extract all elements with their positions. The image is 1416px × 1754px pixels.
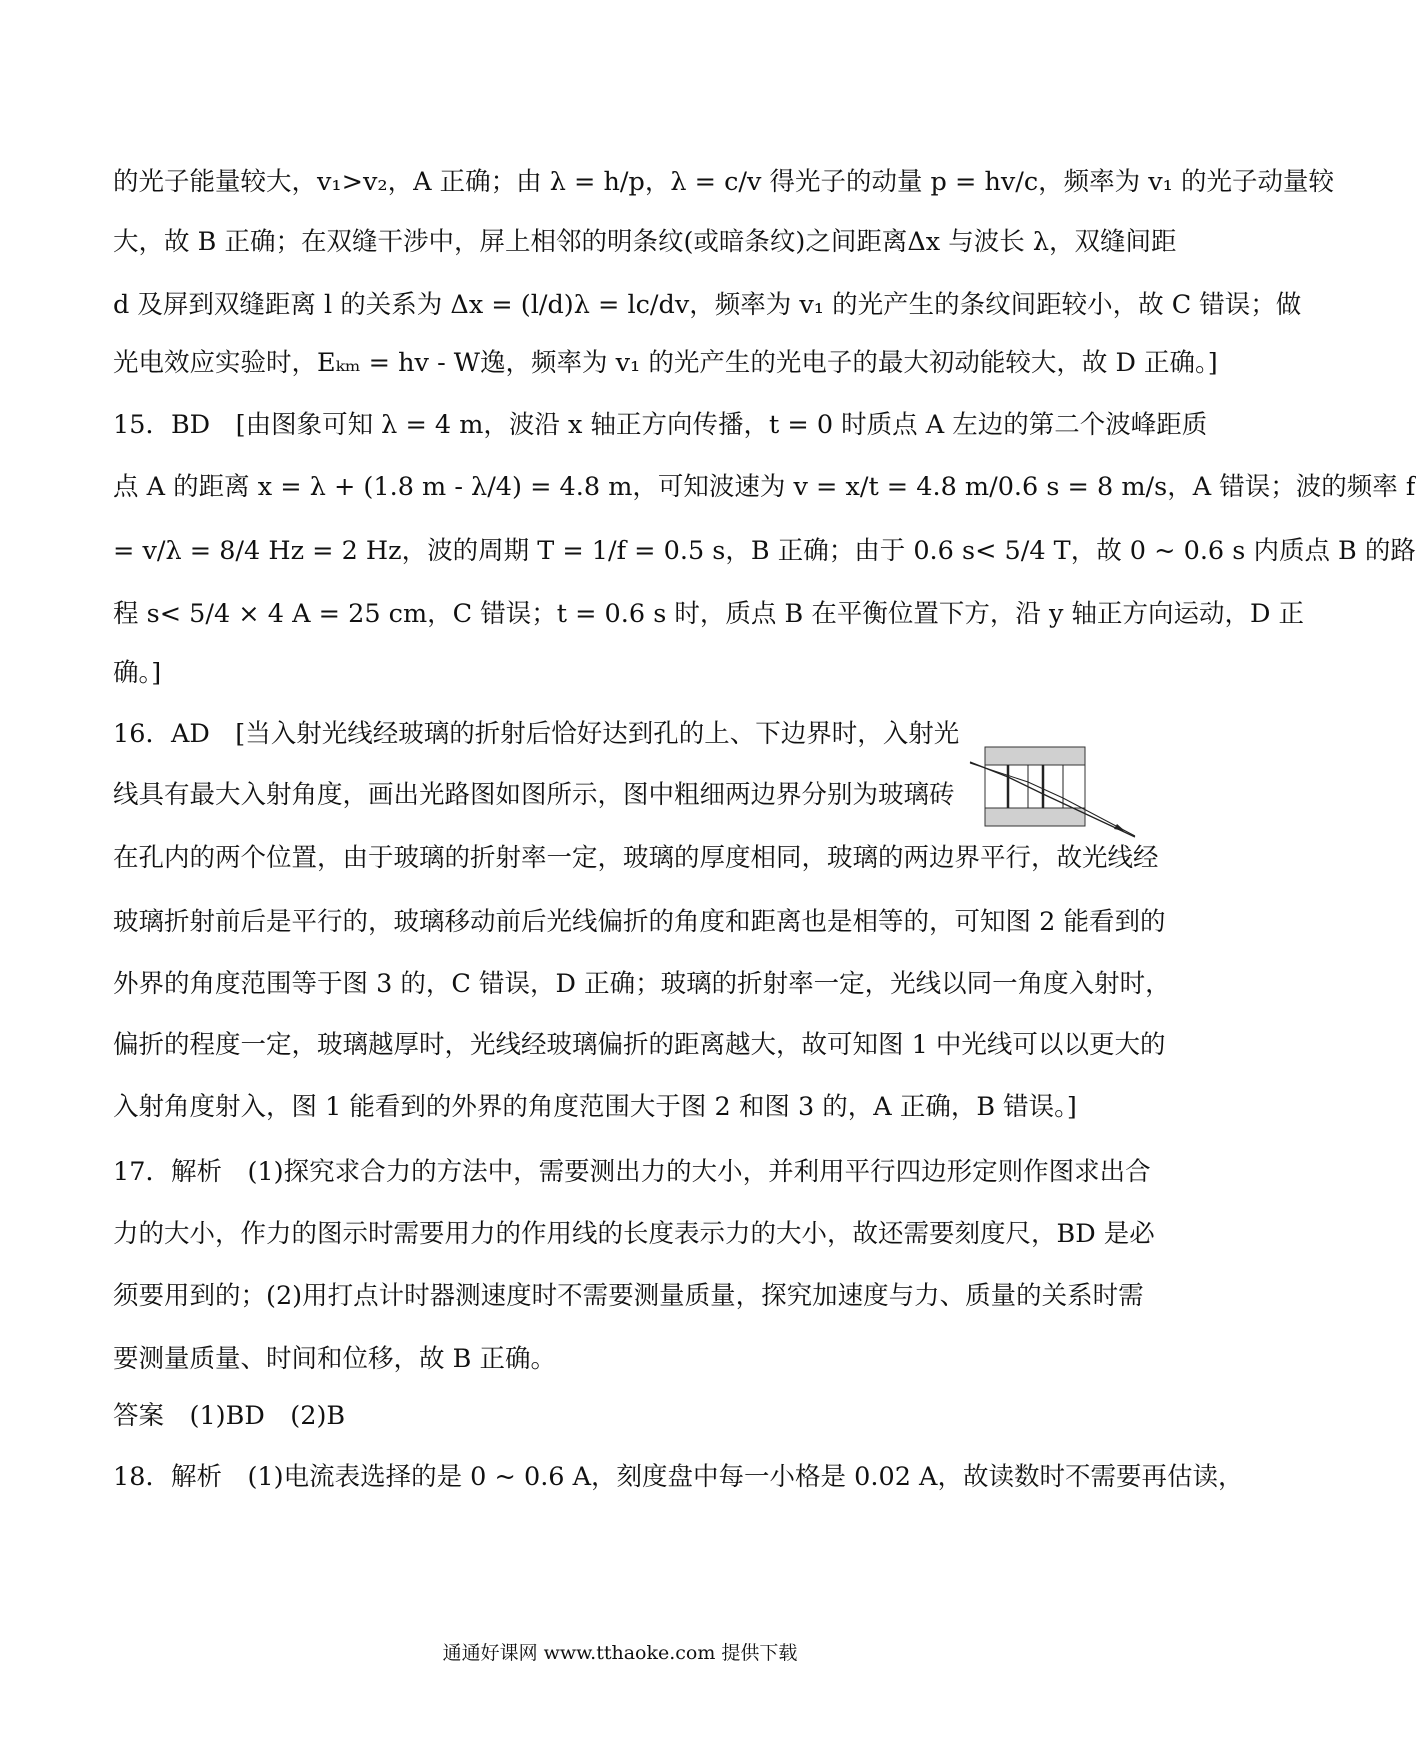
text-line: 玻璃折射前后是平行的，玻璃移动前后光线偏折的角度和距离也是相等的，可知图 2 能看到的 <box>113 907 1166 937</box>
text-line: 须要用到的；(2)用打点计时器测速度时不需要测量质量，探究加速度与力、质量的关系时需 <box>113 1281 1144 1311</box>
text-line: 确。] <box>113 658 162 688</box>
wall-bottom <box>985 808 1085 826</box>
arrow-head <box>1114 824 1125 831</box>
text-line: = v/λ = 8/4 Hz = 2 Hz，波的周期 T = 1/f = 0.5 s，B 正确；由于 0.6 s< 5/4 T，故 0 ~ 0.6 s 内质点 B 的路 <box>113 536 1416 566</box>
wall-top <box>985 747 1085 765</box>
text-line: d 及屏到双缝距离 l 的关系为 Δx = (l/d)λ = lc/dv，频率为 v₁ 的光产生的条纹间距较小，故 C 错误；做 <box>113 290 1302 320</box>
text-line: 16．AD [当入射光线经玻璃的折射后恰好达到孔的上、下边界时，入射光 <box>113 719 960 749</box>
text-line: 外界的角度范围等于图 3 的，C 错误，D 正确；玻璃的折射率一定，光线以同一角度入射时， <box>113 969 1171 999</box>
text-line: 偏折的程度一定，玻璃越厚时，光线经玻璃偏折的距离越大，故可知图 1 中光线可以以更大的 <box>113 1030 1166 1060</box>
text-line: 点 A 的距离 x = λ + (1.8 m - λ/4) = 4.8 m，可知波速为 v = x/t = 4.8 m/0.6 s = 8 m/s，A 错误；波的频率 f <box>113 472 1416 502</box>
text-line: 线具有最大入射角度，画出光路图如图所示，图中粗细两边界分别为玻璃砖 <box>113 780 955 810</box>
text-line: 18．解析 (1)电流表选择的是 0 ~ 0.6 A，刻度盘中每一小格是 0.02 A，故读数时不需要再估读， <box>113 1462 1244 1492</box>
text-line: 17．解析 (1)探究求合力的方法中，需要测出力的大小，并利用平行四边形定则作图求出合 <box>113 1157 1151 1187</box>
text-line: 光电效应实验时，Eₖₘ = hv - W逸，频率为 v₁ 的光产生的光电子的最大初动能较大，故 D 正确。] <box>113 348 1218 378</box>
text-line: 力的大小，作力的图示时需要用力的作用线的长度表示力的大小，故还需要刻度尺，BD 是必 <box>113 1219 1155 1249</box>
light-path-figure <box>965 740 1140 840</box>
page-footer: 通通好课网 www.tthaoke.com 提供下载 <box>442 1642 798 1664</box>
text-line: 要测量质量、时间和位移，故 B 正确。 <box>113 1344 556 1374</box>
text-line: 15．BD [由图象可知 λ = 4 m，波沿 x 轴正方向传播，t = 0 时质点 A 左边的第二个波峰距质 <box>113 410 1208 440</box>
text-line: 的光子能量较大，v₁>v₂，A 正确；由 λ = h/p，λ = c/v 得光子的动量 p = hv/c，频率为 v₁ 的光子动量较 <box>113 167 1335 197</box>
text-line: 在孔内的两个位置，由于玻璃的折射率一定，玻璃的厚度相同，玻璃的两边界平行，故光线经 <box>113 843 1159 873</box>
text-line: 大，故 B 正确；在双缝干涉中，屏上相邻的明条纹(或暗条纹)之间距离Δx 与波长 λ，双缝间距 <box>113 227 1177 257</box>
text-line: 答案 (1)BD (2)B <box>113 1401 346 1431</box>
text-line: 程 s< 5/4 × 4 A = 25 cm，C 错误；t = 0.6 s 时，质点 B 在平衡位置下方，沿 y 轴正方向运动，D 正 <box>113 599 1305 629</box>
text-line: 入射角度射入，图 1 能看到的外界的角度范围大于图 2 和图 3 的，A 正确，B 错误。] <box>113 1092 1077 1122</box>
